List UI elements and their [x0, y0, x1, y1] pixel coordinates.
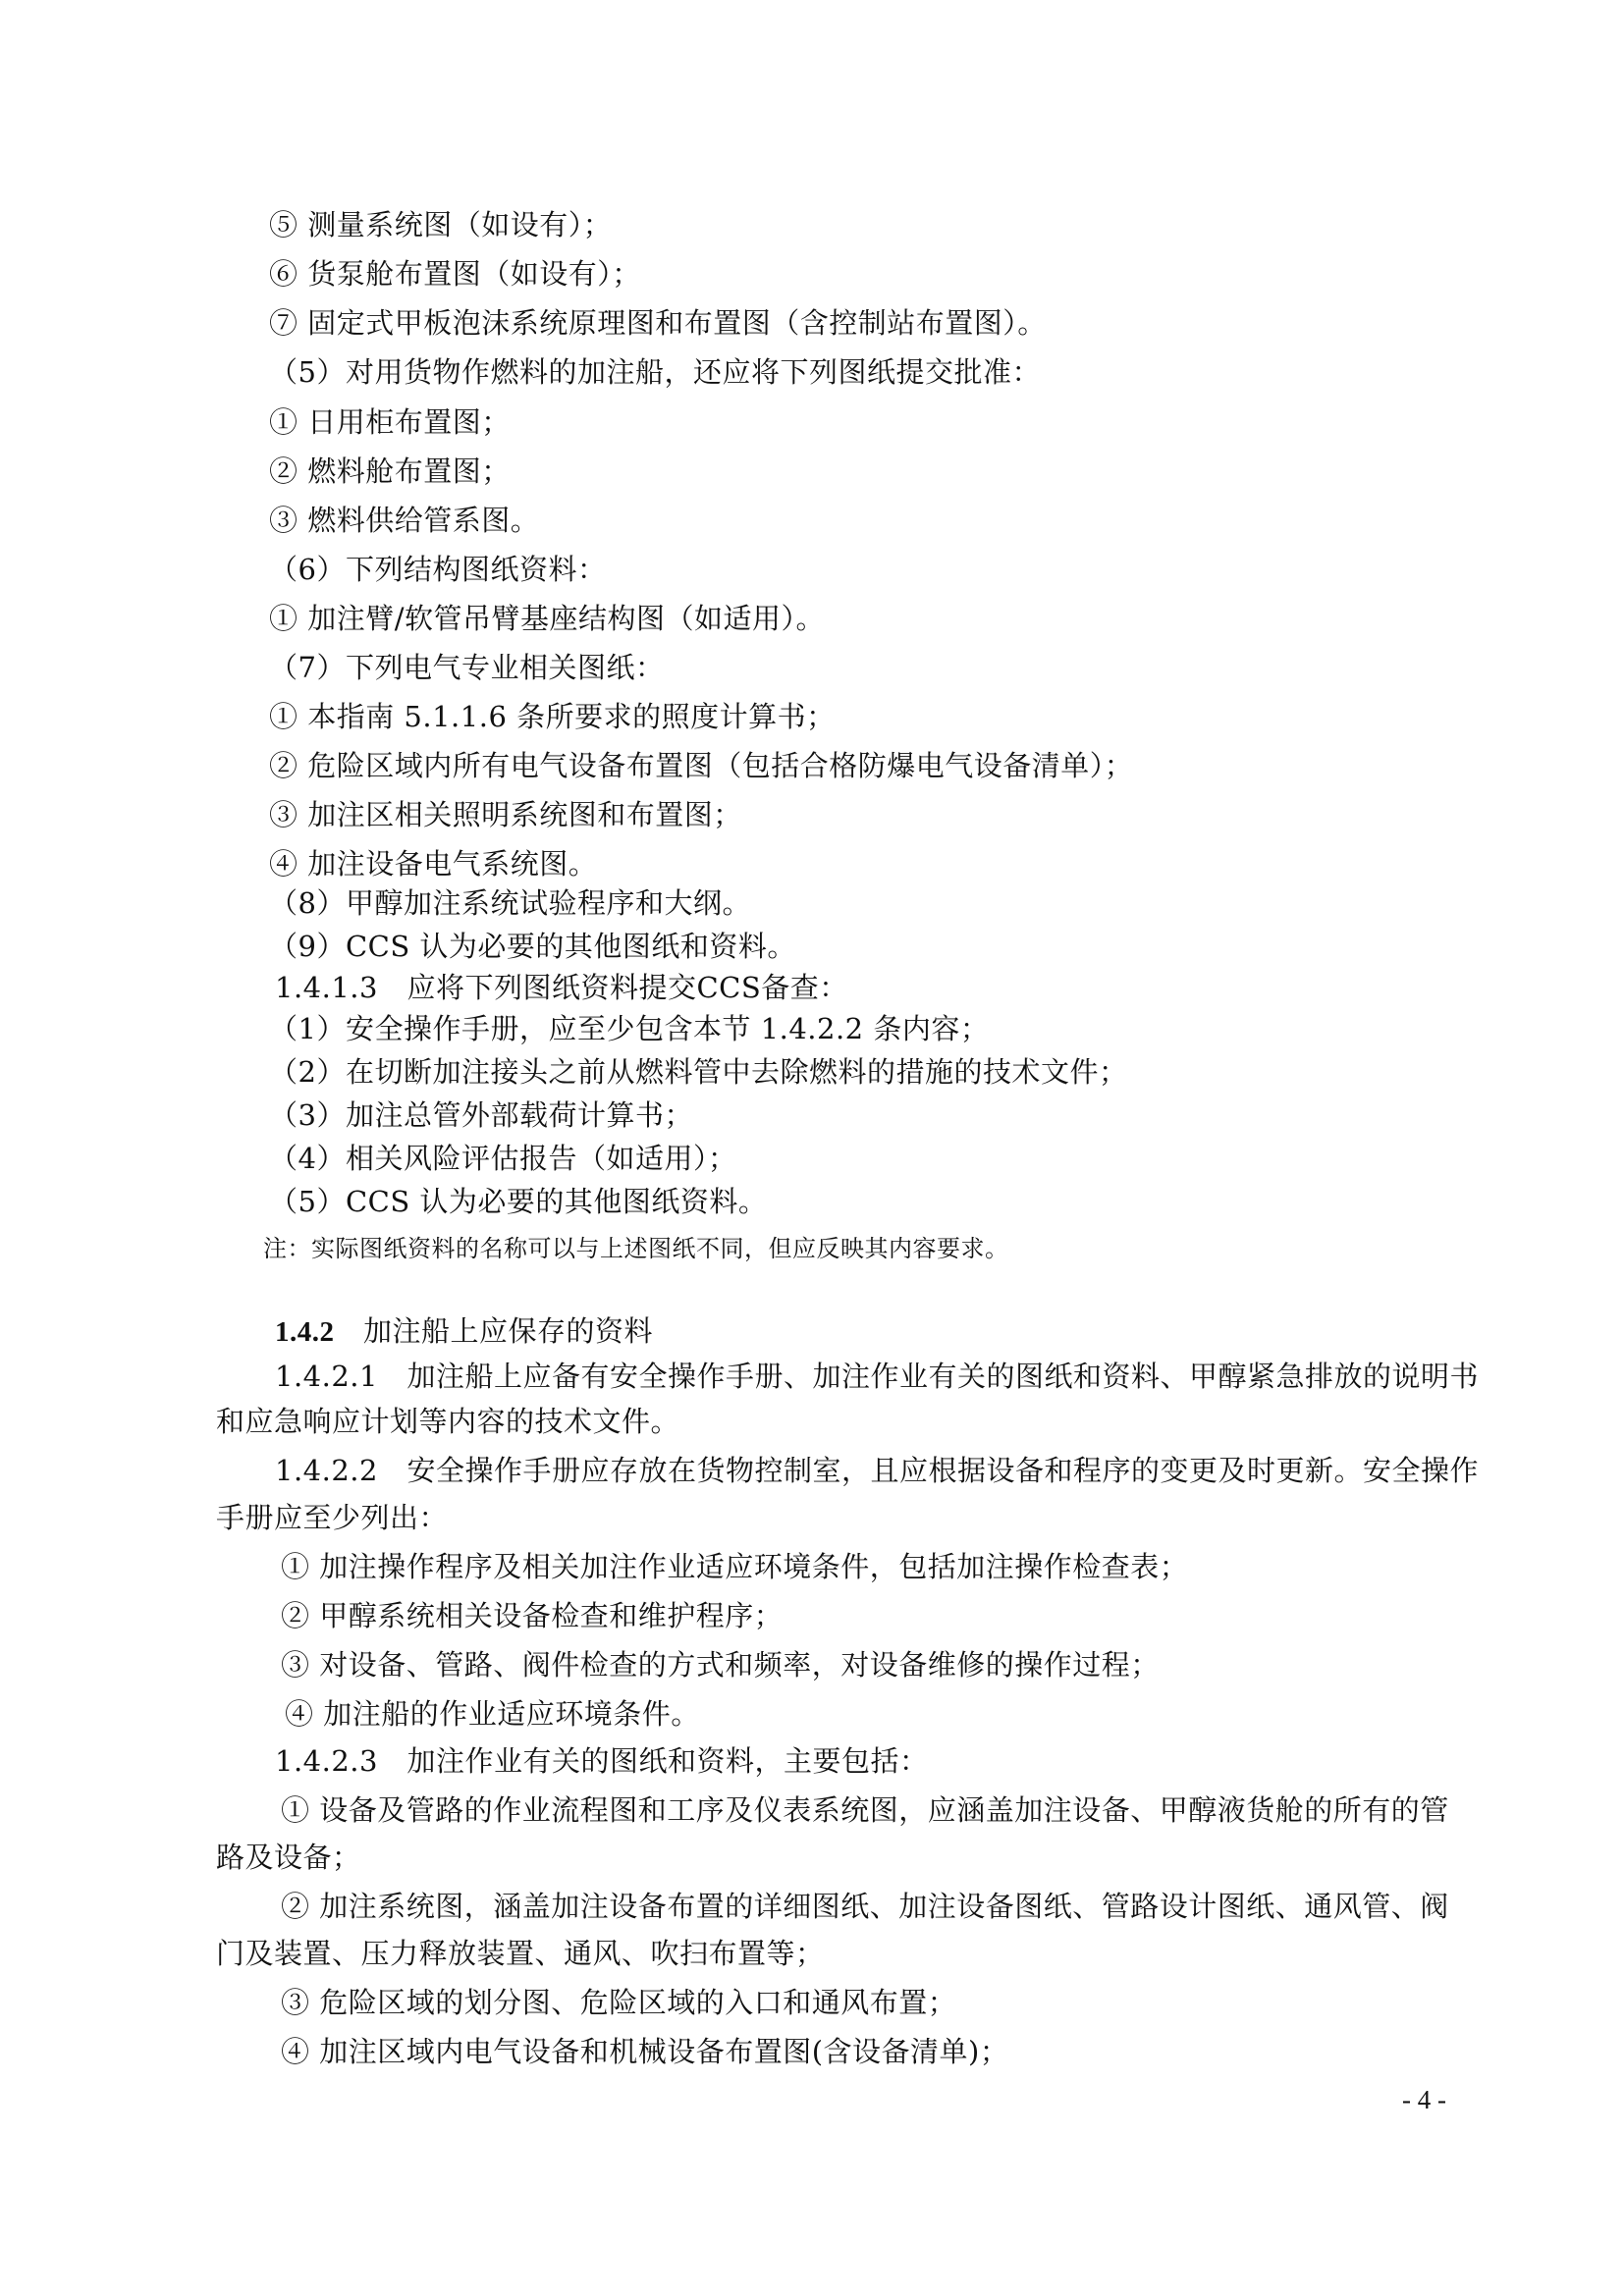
text-line: ① 加注操作程序及相关加注作业适应环境条件，包括加注操作检查表；: [281, 1550, 1189, 1583]
text-line: 1.4.1.3 应将下列图纸资料提交CCS备查：: [275, 971, 848, 1004]
text-line: ④ 加注船的作业适应环境条件。: [285, 1697, 700, 1731]
text-line: ③ 加注区相关照明系统图和布置图；: [269, 798, 742, 831]
section-number: 1.4.2: [275, 1316, 335, 1348]
text-line: ③ 燃料供给管系图。: [269, 504, 540, 537]
note-line: 注：实际图纸资料的名称可以与上述图纸不同，但应反映其内容要求。: [263, 1235, 1009, 1262]
page-number: - 4 -: [1402, 2085, 1446, 2114]
text-line: ② 燃料舱布置图；: [269, 454, 511, 488]
text-line: ⑤ 测量系统图（如设有）；: [269, 208, 613, 241]
text-line: （5）对用货物作燃料的加注船，还应将下列图纸提交批准：: [269, 355, 1041, 389]
text-line: ② 甲醇系统相关设备检查和维护程序；: [281, 1599, 784, 1632]
text-line: （1）安全操作手册，应至少包含本节 1.4.2.2 条内容；: [269, 1012, 990, 1045]
section-title: 加注船上应保存的资料: [363, 1314, 654, 1348]
text-line: （3）加注总管外部载荷计算书；: [269, 1098, 693, 1132]
text-line: （9）CCS 认为必要的其他图纸和资料。: [269, 930, 796, 963]
text-line: ③ 危险区域的划分图、危险区域的入口和通风布置；: [281, 1986, 957, 2019]
text-line: （5）CCS 认为必要的其他图纸资料。: [269, 1185, 768, 1218]
text-line: （8）甲醇加注系统试验程序和大纲。: [269, 886, 751, 920]
text-line: ② 加注系统图，涵盖加注设备布置的详细图纸、加注设备图纸、管路设计图纸、通风管、阀: [281, 1890, 1449, 1923]
text-line: 1.4.2.3 加注作业有关的图纸和资料，主要包括：: [275, 1744, 929, 1778]
text-line: ⑦ 固定式甲板泡沫系统原理图和布置图（含控制站布置图）。: [269, 306, 1047, 340]
text-line: ① 本指南 5.1.1.6 条所要求的照度计算书；: [269, 700, 836, 733]
text-line: 门及装置、压力释放装置、通风、吹扫布置等；: [216, 1937, 825, 1970]
text-line: （6）下列结构图纸资料：: [269, 553, 607, 586]
text-line: 1.4.2.2 安全操作手册应存放在货物控制室，且应根据设备和程序的变更及时更新。安全操作: [275, 1454, 1479, 1487]
text-line: 和应急响应计划等内容的技术文件。: [216, 1405, 680, 1438]
text-line: ① 设备及管路的作业流程图和工序及仪表系统图，应涵盖加注设备、甲醇液货舱的所有的管: [281, 1793, 1449, 1827]
section-heading: [275, 1311, 653, 1352]
text-line: （7）下列电气专业相关图纸：: [269, 651, 665, 684]
text-line: ① 加注臂/软管吊臂基座结构图（如适用）。: [269, 602, 825, 635]
text-line: ② 危险区域内所有电气设备布置图（包括合格防爆电气设备清单）；: [269, 749, 1134, 782]
text-line: ⑥ 货泵舱布置图（如设有）；: [269, 257, 641, 291]
text-line: （4）相关风险评估报告（如适用）；: [269, 1142, 737, 1175]
text-line: ① 日用柜布置图；: [269, 405, 511, 439]
text-line: 1.4.2.1 加注船上应备有安全操作手册、加注作业有关的图纸和资料、甲醇紧急排放的说明书: [275, 1360, 1479, 1393]
text-line: ④ 加注区域内电气设备和机械设备布置图(含设备清单)；: [281, 2035, 1009, 2068]
text-line: ③ 对设备、管路、阀件检查的方式和频率，对设备维修的操作过程；: [281, 1648, 1160, 1682]
text-line: ④ 加注设备电气系统图。: [269, 847, 598, 881]
text-line: （2）在切断加注接头之前从燃料管中去除燃料的措施的技术文件；: [269, 1055, 1128, 1089]
text-line: 手册应至少列出：: [216, 1501, 449, 1534]
text-line: 路及设备；: [216, 1841, 361, 1874]
